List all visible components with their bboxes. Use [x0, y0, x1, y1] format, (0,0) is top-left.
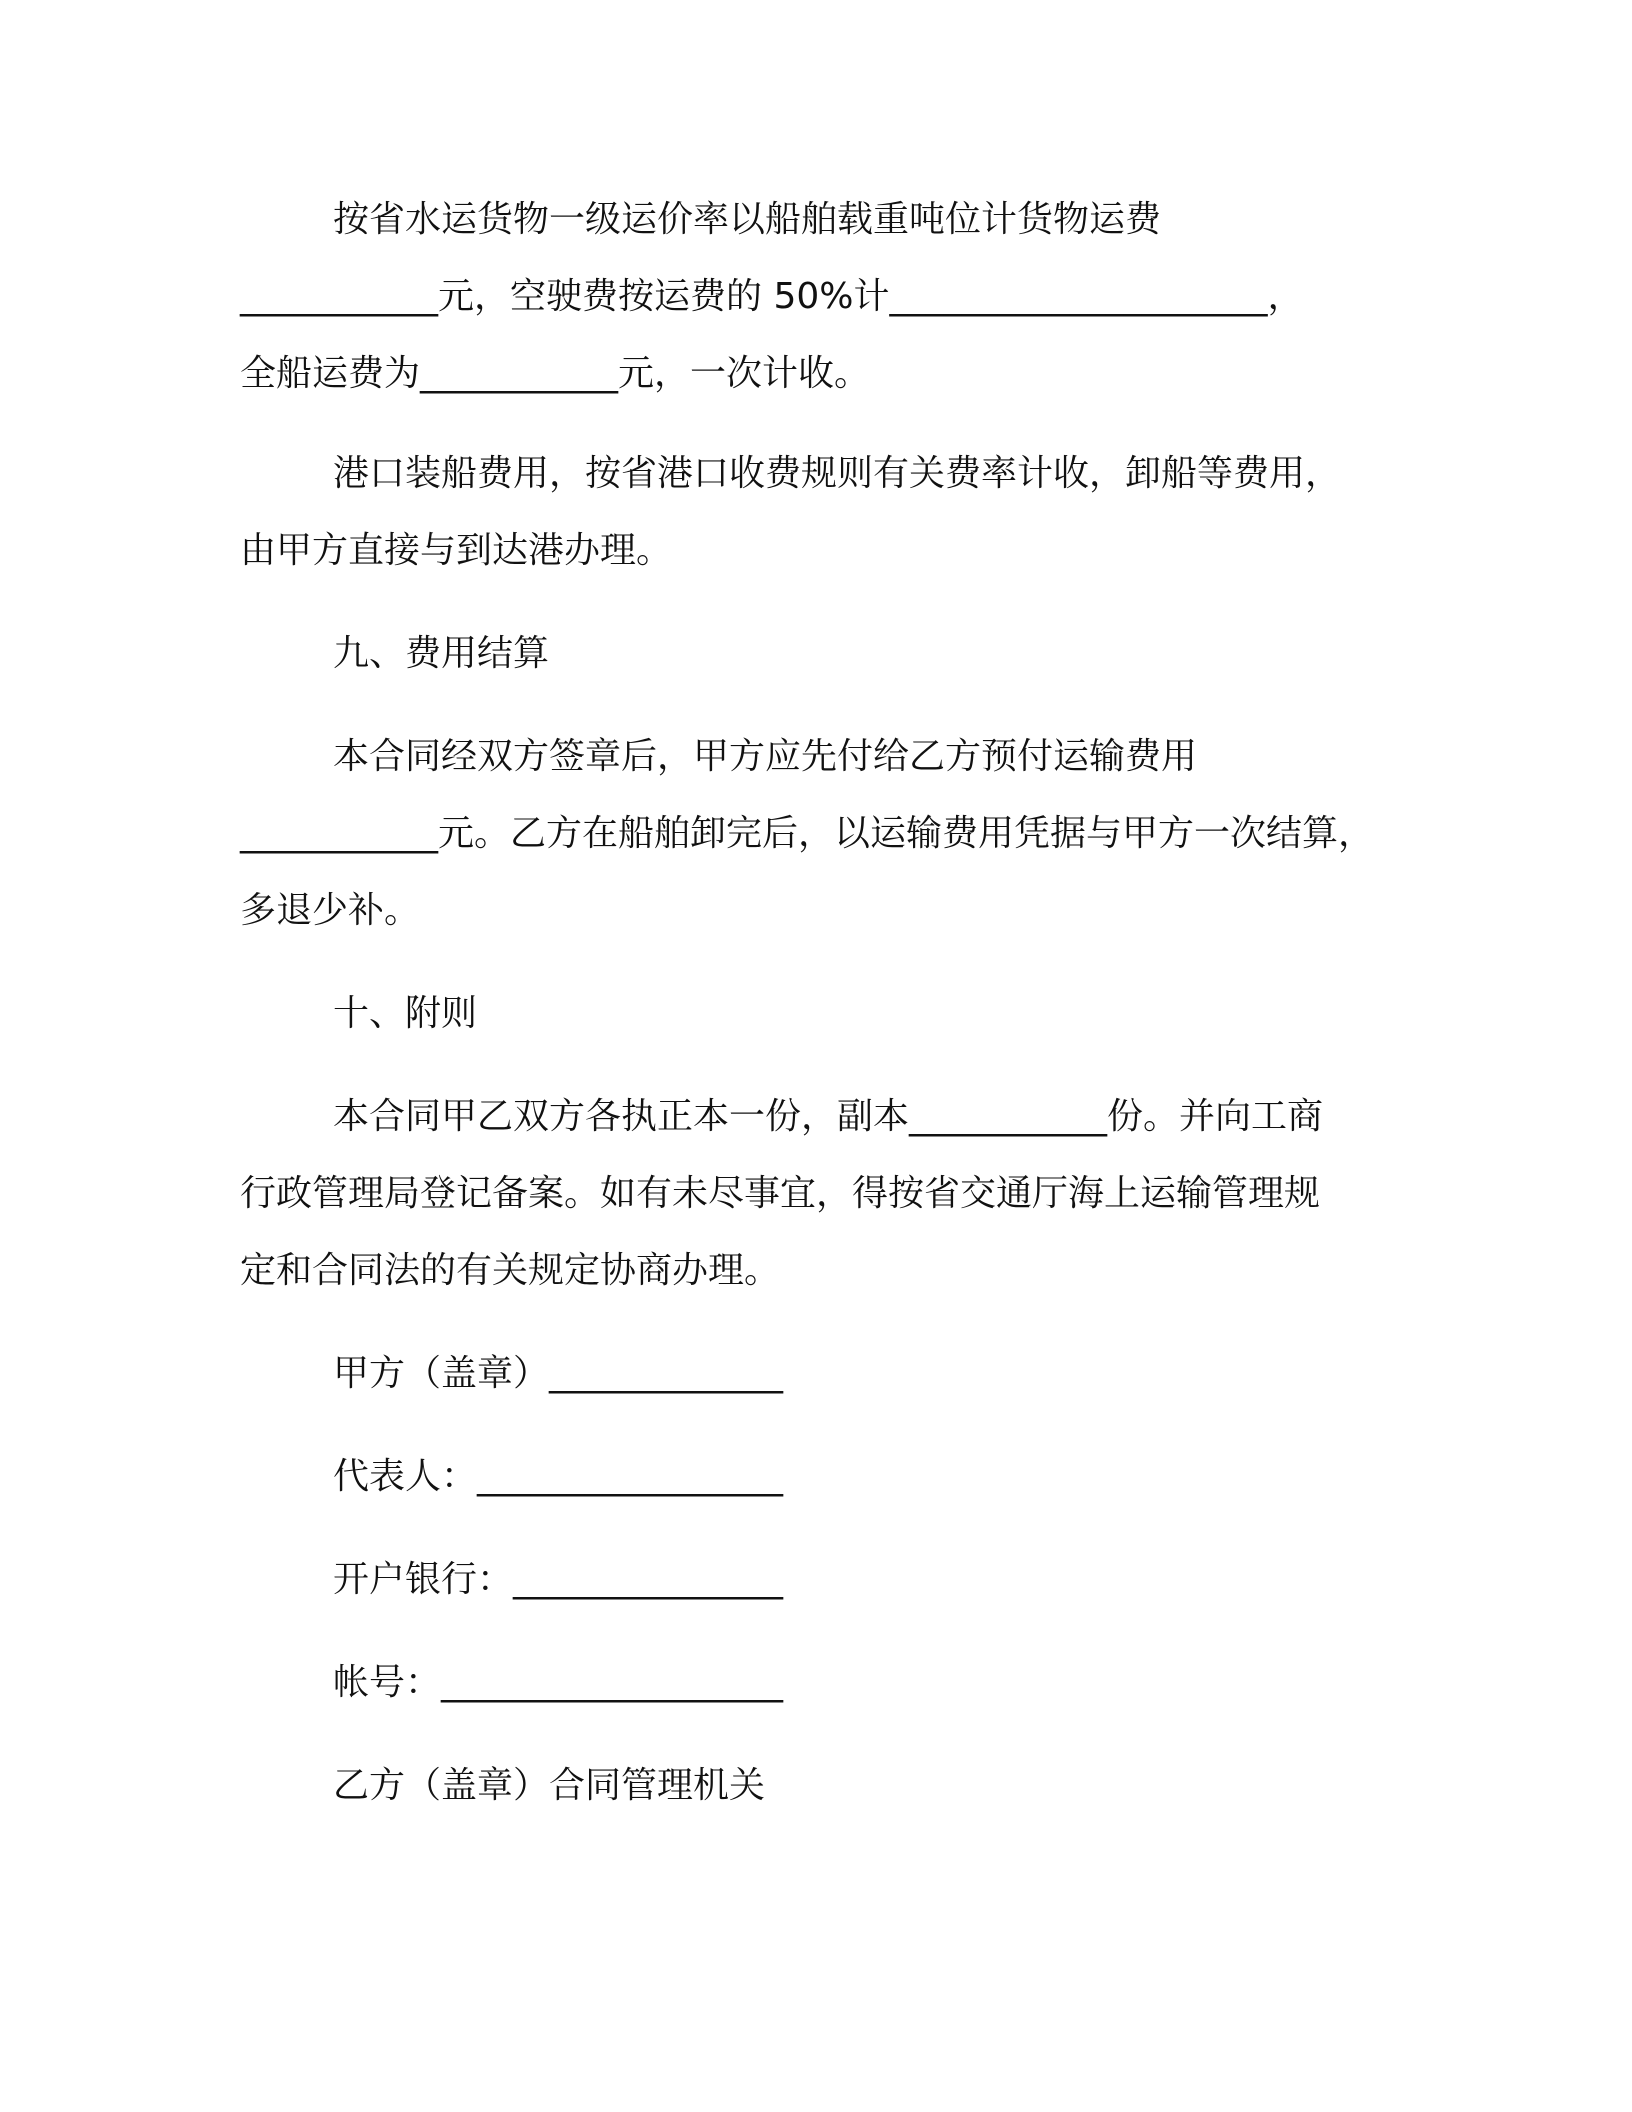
settlement-paragraph-line-1: 本合同经双方签章后，甲方应先付给乙方预付运输费用	[333, 736, 1198, 777]
freight-rate-paragraph-line-2: ___________元，空驶费按运费的 50%计_____________________，	[240, 276, 1304, 317]
representative-line: 代表人：_________________	[333, 1456, 784, 1497]
supplementary-paragraph-line-1: 本合同甲乙双方各执正本一份，副本___________份。并向工商	[333, 1096, 1324, 1137]
party-b-seal-line: 乙方（盖章）合同管理机关	[333, 1765, 766, 1806]
supplementary-paragraph-line-3: 定和合同法的有关规定协商办理。	[240, 1250, 781, 1291]
account-number-line: 帐号：___________________	[333, 1662, 784, 1703]
section-heading-supplementary: 十、附则	[333, 993, 478, 1034]
freight-rate-paragraph-line-3: 全船运费为___________元，一次计收。	[240, 353, 871, 394]
port-fees-paragraph-line-1: 港口装船费用，按省港口收费规则有关费率计收，卸船等费用，	[333, 453, 1342, 494]
freight-rate-paragraph-line-1: 按省水运货物一级运价率以船舶载重吨位计货物运费	[333, 199, 1162, 240]
supplementary-paragraph-line-2: 行政管理局登记备案。如有未尽事宜，得按省交通厅海上运输管理规	[240, 1173, 1321, 1214]
section-heading-settlement: 九、费用结算	[333, 633, 550, 674]
party-a-seal-line: 甲方（盖章）_____________	[333, 1353, 784, 1394]
settlement-paragraph-line-3: 多退少补。	[240, 890, 421, 931]
port-fees-paragraph-line-2: 由甲方直接与到达港办理。	[240, 530, 673, 571]
bank-line: 开户银行：_______________	[333, 1559, 784, 1600]
settlement-paragraph-line-2: ___________元。乙方在船舶卸完后，以运输费用凭据与甲方一次结算，	[240, 813, 1375, 854]
